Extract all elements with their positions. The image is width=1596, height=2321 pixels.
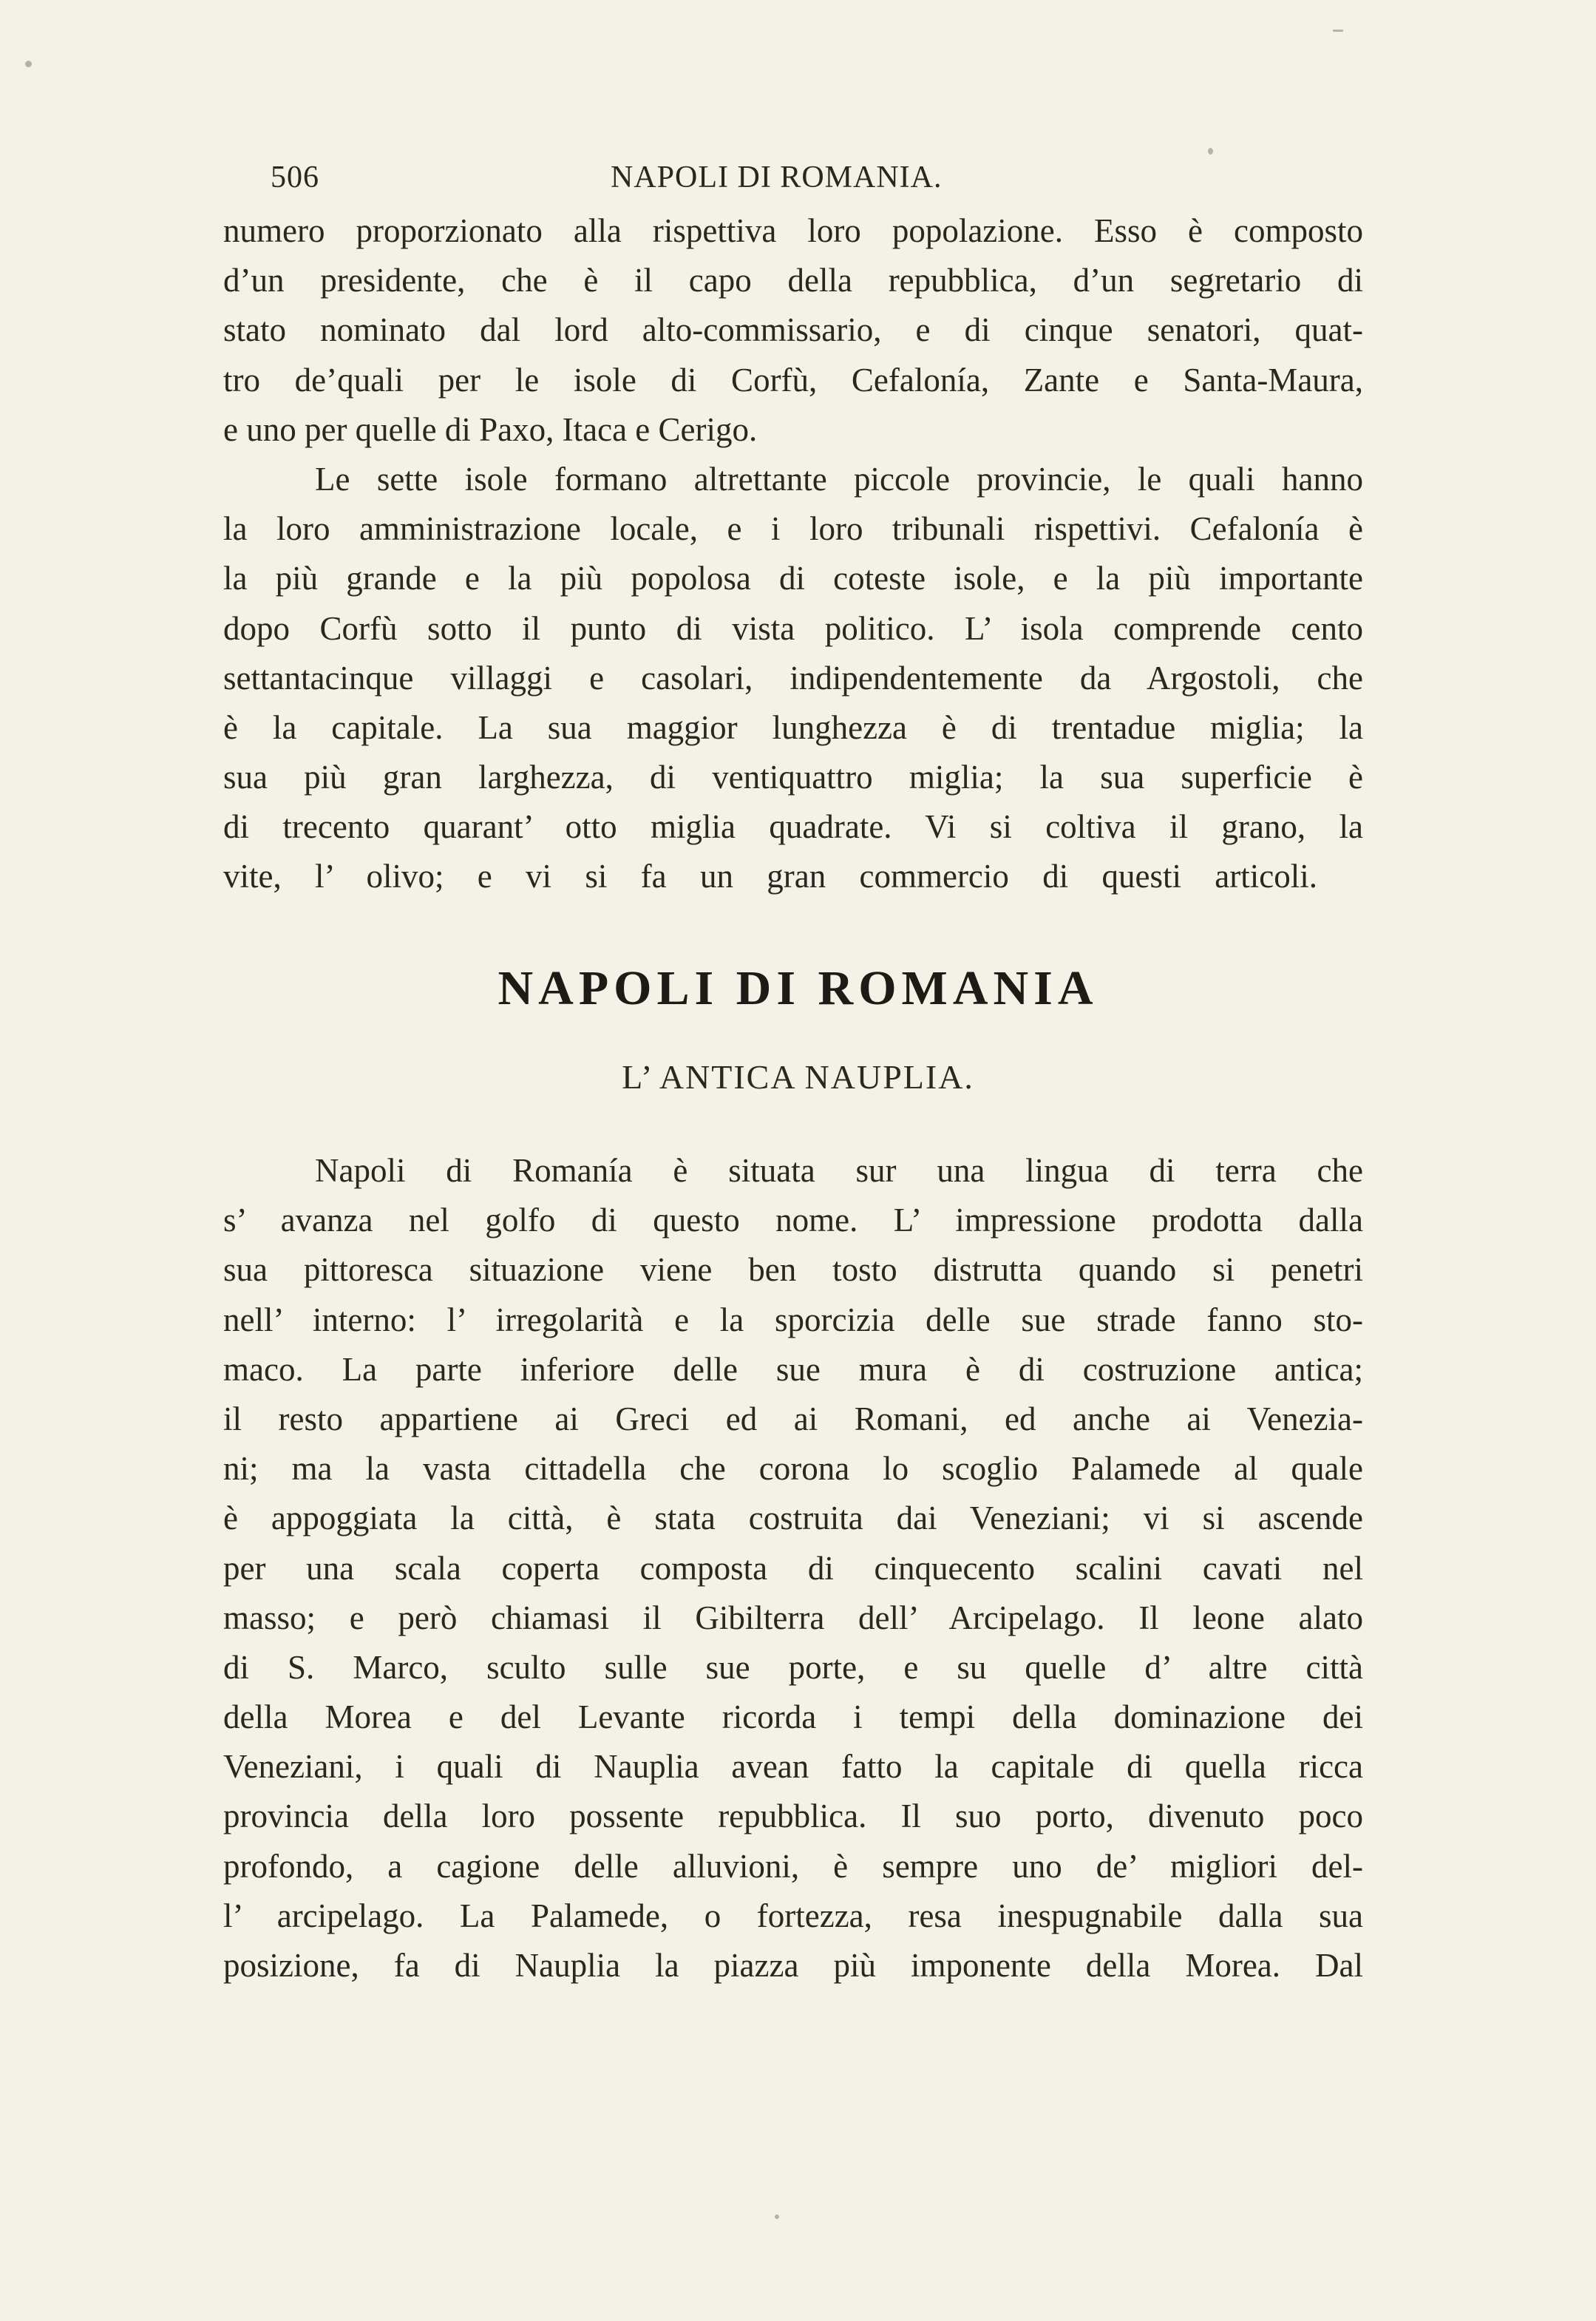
text-line: provincia della loro possente repubblica. Il suo porto, divenuto poco (223, 1797, 1363, 1835)
text-line: Veneziani, i quali di Nauplia avean fatto la capitale di quella ricca (223, 1748, 1363, 1786)
text-line: tro de’quali per le isole di Corfù, Cefalonía, Zante e Santa-Maura, (223, 361, 1363, 399)
text-line: profondo, a cagione delle alluvioni, è sempre uno de’ migliori del- (223, 1847, 1363, 1885)
text-line: masso; e però chiamasi il Gibilterra dell’ Arcipelago. Il leone alato (223, 1599, 1363, 1636)
text-line: l’ arcipelago. La Palamede, o fortezza, resa inespugnabile dalla sua (223, 1897, 1363, 1934)
text-line: il resto appartiene ai Greci ed ai Romani, ed anche ai Venezia- (223, 1400, 1363, 1437)
text-line: Napoli di Romanía è situata sur una lingua di terra che (315, 1152, 1363, 1189)
ink-speck (775, 2215, 779, 2219)
text-line: s’ avanza nel golfo di questo nome. L’ impressione prodotta dalla (223, 1202, 1363, 1239)
text-line: sua più gran larghezza, di ventiquattro miglia; la sua superficie è (223, 759, 1363, 796)
text-line: vite, l’ olivo; e vi si fa un gran commercio di questi articoli. (223, 858, 1317, 895)
text-line: Le sette isole formano altrettante piccole provincie, le quali hanno (315, 460, 1363, 498)
text-line: e uno per quelle di Paxo, Itaca e Cerigo. (223, 410, 758, 448)
ink-speck (25, 61, 32, 67)
running-title: NAPOLI DI ROMANIA. (611, 160, 943, 194)
text-line: della Morea e del Levante ricorda i tempi della dominazione dei (223, 1698, 1363, 1736)
text-line: maco. La parte inferiore delle sue mura è di costruzione antica; (223, 1350, 1363, 1388)
text-line: nell’ interno: l’ irregolarità e la sporcizia delle sue strade fanno sto- (223, 1301, 1363, 1338)
text-line: di S. Marco, sculto sulle sue porte, e su quelle d’ altre città (223, 1648, 1363, 1686)
chapter-subtitle: L’ ANTICA NAUPLIA. (622, 1058, 974, 1096)
running-head (271, 155, 1365, 200)
ink-speck (1208, 148, 1213, 155)
text-line: numero proporzionato alla rispettiva loro popolazione. Esso è composto (223, 212, 1363, 249)
chapter-title: NAPOLI DI ROMANIA (498, 961, 1098, 1015)
page-number: 506 (271, 160, 319, 194)
ink-speck (1333, 30, 1343, 32)
text-line: ni; ma la vasta cittadella che corona lo scoglio Palamede al quale (223, 1450, 1363, 1488)
paragraph-block-nauplia (223, 1146, 1363, 1990)
text-line: la loro amministrazione locale, e i loro tribunali rispettivi. Cefalonía è (223, 510, 1363, 548)
text-line: stato nominato dal lord alto-commissario, e di cinque senatori, quat- (223, 311, 1363, 349)
text-line: dopo Corfù sotto il punto di vista politico. L’ isola comprende cento (223, 609, 1363, 647)
paragraph-block-senate (223, 206, 1363, 902)
text-line: è la capitale. La sua maggior lunghezza è di trentadue miglia; la (223, 708, 1363, 746)
text-line: settantacinque villaggi e casolari, indipendentemente da Argostoli, che (223, 659, 1363, 697)
text-line: di trecento quarant’ otto miglia quadrate. Vi si coltiva il grano, la (223, 808, 1363, 846)
text-line: la più grande e la più popolosa di coteste isole, e la più importante (223, 560, 1363, 597)
text-line: sua pittoresca situazione viene ben tosto distrutta quando si penetri (223, 1251, 1363, 1289)
text-line: posizione, fa di Nauplia la piazza più imponente della Morea. Dal (223, 1947, 1363, 1984)
text-line: d’un presidente, che è il capo della repubblica, d’un segretario di (223, 262, 1363, 299)
text-line: è appoggiata la città, è stata costruita dai Veneziani; vi si ascende (223, 1500, 1363, 1537)
text-line: per una scala coperta composta di cinquecento scalini cavati nel (223, 1549, 1363, 1587)
